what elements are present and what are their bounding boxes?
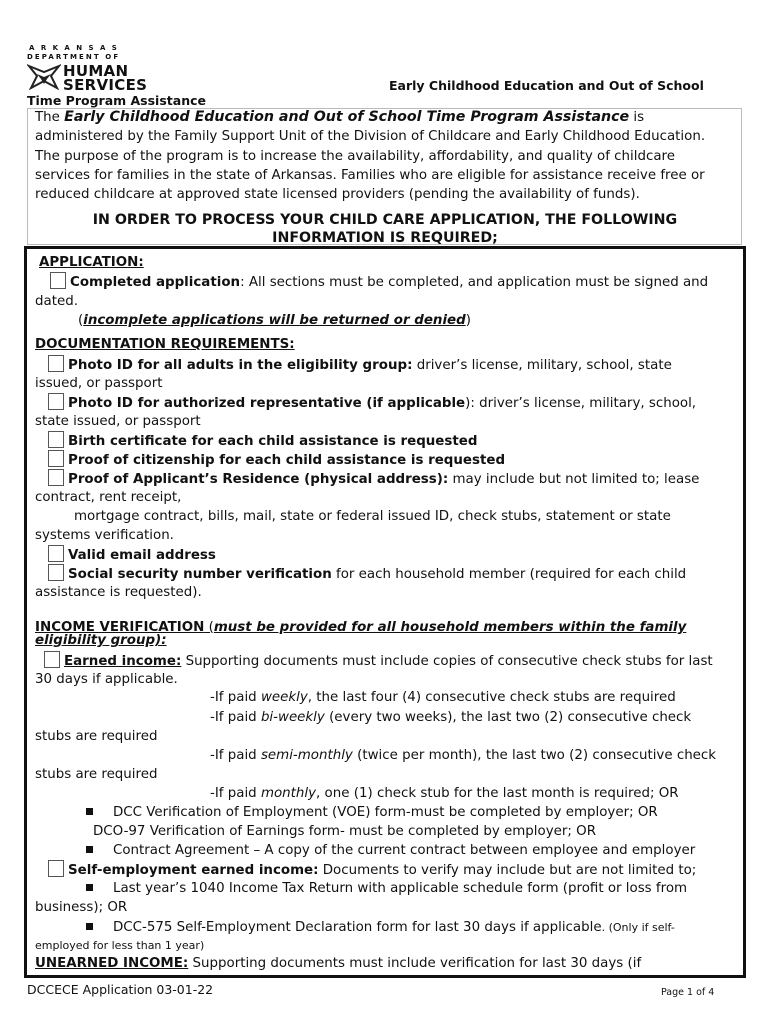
self-employment-item: Self-employment earned income: Documents to verify may include but are not limited to; — [48, 860, 696, 880]
citizenship-checkbox[interactable] — [48, 450, 64, 467]
form-id: DCCECE Application 03-01-22 — [27, 982, 214, 997]
bullet-icon — [86, 923, 93, 930]
residence-cont-1: contract, rent receipt, — [35, 490, 182, 505]
notice-line-1: IN ORDER TO PROCESS YOUR CHILD CARE APPLICATION, THE FOLLOWING — [92, 212, 678, 228]
header-title-left: Time Program Assistance — [27, 93, 206, 108]
residence-checkbox[interactable] — [48, 469, 64, 486]
notice-line-2: INFORMATION IS REQUIRED; — [272, 230, 498, 246]
intro-line-4: services for families in the state of Arkansas. Families who are eligible for assistance receive free or — [35, 168, 705, 183]
email-item: Valid email address — [48, 545, 216, 565]
completed-application-cont: dated. — [35, 294, 78, 309]
logo-human: HUMAN — [63, 62, 129, 80]
ssn-checkbox[interactable] — [48, 564, 64, 581]
tax-return-cont: business); OR — [35, 900, 128, 915]
intro-line-3: The purpose of the program is to increase the availability, affordability, and quality of childcare — [35, 149, 675, 164]
voe-line: DCC Verification of Employment (VOE) form-must be completed by employer; OR — [86, 803, 658, 822]
dhs-logo — [27, 44, 148, 94]
completed-application-item: Completed application: All sections must be completed, and application must be signed and — [50, 272, 708, 292]
biweekly-line: -If paid bi-weekly (every two weeks), the last two (2) consecutive check — [210, 710, 692, 725]
residence-item: Proof of Applicant’s Residence (physical address): may include but not limited to; lease — [48, 469, 699, 489]
birth-certificate-checkbox[interactable] — [48, 431, 64, 448]
header-title-right: Early Childhood Education and Out of School — [389, 78, 704, 93]
photo-id-adults-checkbox[interactable] — [48, 355, 64, 372]
semimonthly-cont: stubs are required — [35, 767, 158, 782]
photo-id-rep-checkbox[interactable] — [48, 393, 64, 410]
logo-services: SERVICES — [63, 76, 148, 94]
intro-line-1: The Early Childhood Education and Out of School Time Program Assistance is — [35, 109, 645, 125]
birth-certificate-item: Birth certificate for each child assistance is requested — [48, 431, 477, 451]
logo-state: ARKANSAS — [29, 44, 124, 52]
weekly-line: -If paid weekly, the last four (4) consecutive check stubs are required — [210, 690, 676, 705]
unearned-income-line: UNEARNED INCOME: Supporting documents must include verification for last 30 days (if — [35, 956, 642, 971]
bullet-icon — [86, 808, 93, 815]
income-heading-cont: eligibility group): — [35, 633, 167, 648]
contract-line: Contract Agreement – A copy of the current contract between employee and employer — [86, 841, 695, 860]
self-employment-checkbox[interactable] — [48, 860, 64, 877]
photo-id-adults-item: Photo ID for all adults in the eligibility group: driver’s license, military, school, state — [48, 355, 672, 375]
ssn-item: Social security number verification for each household member (required for each child — [48, 564, 686, 584]
earned-income-item: Earned income: Supporting documents must include copies of consecutive check stubs for last — [44, 651, 713, 671]
income-heading: INCOME VERIFICATION (must be provided for all household members within the family — [35, 620, 687, 635]
ssn-cont: assistance is requested). — [35, 585, 202, 600]
intro-line-5: reduced childcare at approved state licensed providers (pending the availability of funds). — [35, 187, 640, 202]
photo-id-adults-cont: issued, or passport — [35, 376, 163, 391]
tax-return-line: Last year’s 1040 Income Tax Return with applicable schedule form (profit or loss from — [86, 879, 687, 898]
star-icon — [27, 64, 61, 90]
email-checkbox[interactable] — [48, 545, 64, 562]
bullet-icon — [86, 846, 93, 853]
semimonthly-line: -If paid semi-monthly (twice per month), the last two (2) consecutive check — [210, 748, 717, 763]
earned-income-checkbox[interactable] — [44, 651, 60, 668]
dcc575-line: DCC-575 Self-Employment Declaration form for last 30 days if applicable. (Only if self- — [86, 918, 675, 937]
dcc575-cont: employed for less than 1 year) — [35, 939, 205, 952]
photo-id-rep-item: Photo ID for authorized representative (if applicable): driver’s license, military, school, — [48, 393, 696, 413]
incomplete-note: (incomplete applications will be returned or denied) — [78, 313, 471, 328]
documentation-heading: DOCUMENTATION REQUIREMENTS: — [35, 337, 295, 352]
monthly-line: -If paid monthly, one (1) check stub for the last month is required; OR — [210, 786, 679, 801]
intro-line-2: administered by the Family Support Unit of the Division of Childcare and Early Childhood Education. — [35, 129, 706, 144]
application-heading: APPLICATION: — [39, 255, 144, 270]
page-number: Page 1 of 4 — [661, 987, 715, 998]
dco97-line: DCO-97 Verification of Earnings form- must be completed by employer; OR — [93, 824, 596, 839]
earned-income-cont: 30 days if applicable. — [35, 672, 178, 687]
biweekly-cont: stubs are required — [35, 729, 158, 744]
photo-id-rep-cont: state issued, or passport — [35, 414, 201, 429]
citizenship-item: Proof of citizenship for each child assistance is requested — [48, 450, 505, 470]
residence-cont-2: mortgage contract, bills, mail, state or federal issued ID, check stubs, statement or state — [74, 509, 671, 524]
bullet-icon — [86, 884, 93, 891]
program-name: Early Childhood Education and Out of School Time Program Assistance — [64, 109, 630, 125]
completed-application-checkbox[interactable] — [50, 272, 66, 289]
logo-department: DEPARTMENT OF — [27, 53, 121, 61]
residence-cont-3: systems verification. — [35, 528, 174, 543]
